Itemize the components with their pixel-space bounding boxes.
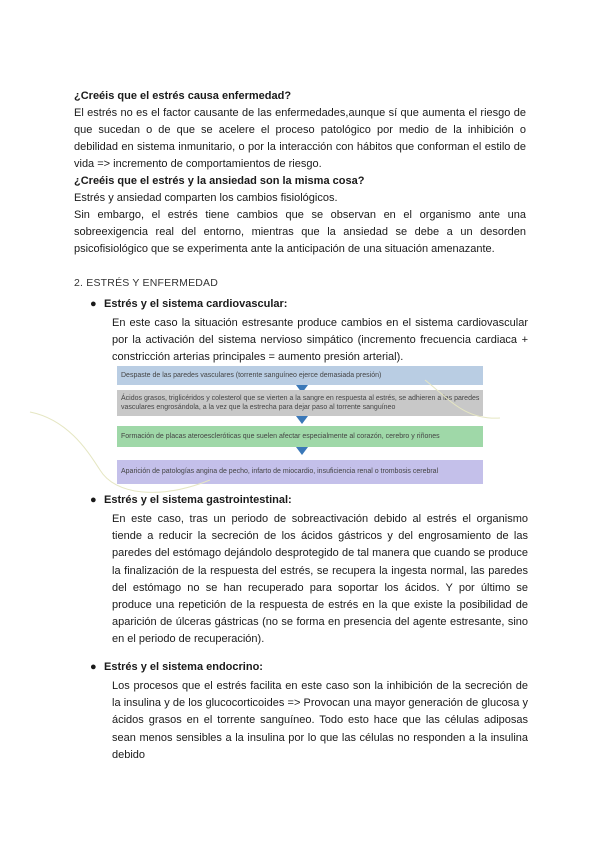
- bullet-icon: ●: [90, 661, 97, 673]
- flow-box-2: Ácidos grasos, triglicéridos y colesterol que se vierten a la sangre en respuesta al estrés, se adhieren a las paredes vasculares engrosándola, a la vez que la estrecha para dejar paso al torrente sanguíneo: [117, 390, 483, 416]
- bullet-endocrine: [90, 661, 263, 673]
- gastro-text: En este caso, tras un periodo de sobreactivación debido al estrés el organismo tiende a reducir la secreción de los ácidos gástricos y del engrosamiento de las paredes del estómago dejándolo desprotegido de tal manera que cuando se produce la finalización de la respuesta del estrés, se recupera la ingesta normal, las paredes del estómago no se han recuperado para soportar los ácidos. Y por último se produce una repetición de la respuesta de estrés en la que existe la posibilidad de aparición de úlceras gástricas (no se forma en presencia del agente estresante, sino en el periodo de recuperación).: [112, 513, 528, 646]
- section-heading: 2. ESTRÉS Y ENFERMEDAD: [74, 277, 219, 289]
- cardio-title: Estrés y el sistema cardiovascular:: [104, 298, 288, 310]
- question-stress-anxiety: ¿Creéis que el estrés y la ansiedad son la misma cosa?: [74, 175, 365, 187]
- flow-box-4: Aparición de patologías angina de pecho, infarto de miocardio, insuficiencia renal o trombosis cerebral: [117, 460, 483, 484]
- bullet-icon: ●: [90, 494, 97, 506]
- answer-shared-changes: Estrés y ansiedad comparten los cambios fisiológicos.: [74, 192, 338, 204]
- bullet-icon: ●: [90, 298, 97, 310]
- gastro-title: Estrés y el sistema gastrointestinal:: [104, 494, 292, 506]
- endo-title: Estrés y el sistema endocrino:: [104, 661, 263, 673]
- cardio-text: En este caso la situación estresante produce cambios en el sistema cardiovascular por la activación del sistema nervioso simpático (incremento frecuencia cardiaca + constricción arterias principales = aumento presión arterial).: [112, 317, 528, 364]
- question-stress-disease: ¿Creéis que el estrés causa enfermedad?: [74, 90, 292, 102]
- flow-box-3: Formación de placas ateroescleróticas que suelen afectar especialmente al corazón, cerebro y riñones: [117, 426, 483, 447]
- answer-difference: Sin embargo, el estrés tiene cambios que se observan en el organismo ante una sobreexigencia real del entorno, mientras que la ansiedad se debe a un desorden psicofisiológico que se experimenta ante la anticipación de una situación amenazante.: [74, 209, 526, 255]
- bullet-gastrointestinal: [90, 494, 292, 506]
- flow-box-1: Despaste de las paredes vasculares (torrente sanguíneo ejerce demasiada presión): [117, 366, 483, 385]
- answer-stress-disease: El estrés no es el factor causante de las enfermedades,aunque sí que aumenta el riesgo de que sucedan o de que se acelere el proceso patológico por medio de la inhibición o debilidad en sistema inmunitario, o por la interacción con hábitos que conforman el estilo de vida => incremento de comportamientos de riesgo.: [74, 107, 526, 170]
- endo-text: Los procesos que el estrés facilita en este caso son la inhibición de la secreción de la insulina y de los glucocorticoides => Provocan una mayor generación de glucosa y ácidos grasos en el torrente sanguíneo. Todo esto hace que las células adiposas sean menos sensibles a la insulina por lo que las células no responden a la insulina debido: [112, 680, 528, 761]
